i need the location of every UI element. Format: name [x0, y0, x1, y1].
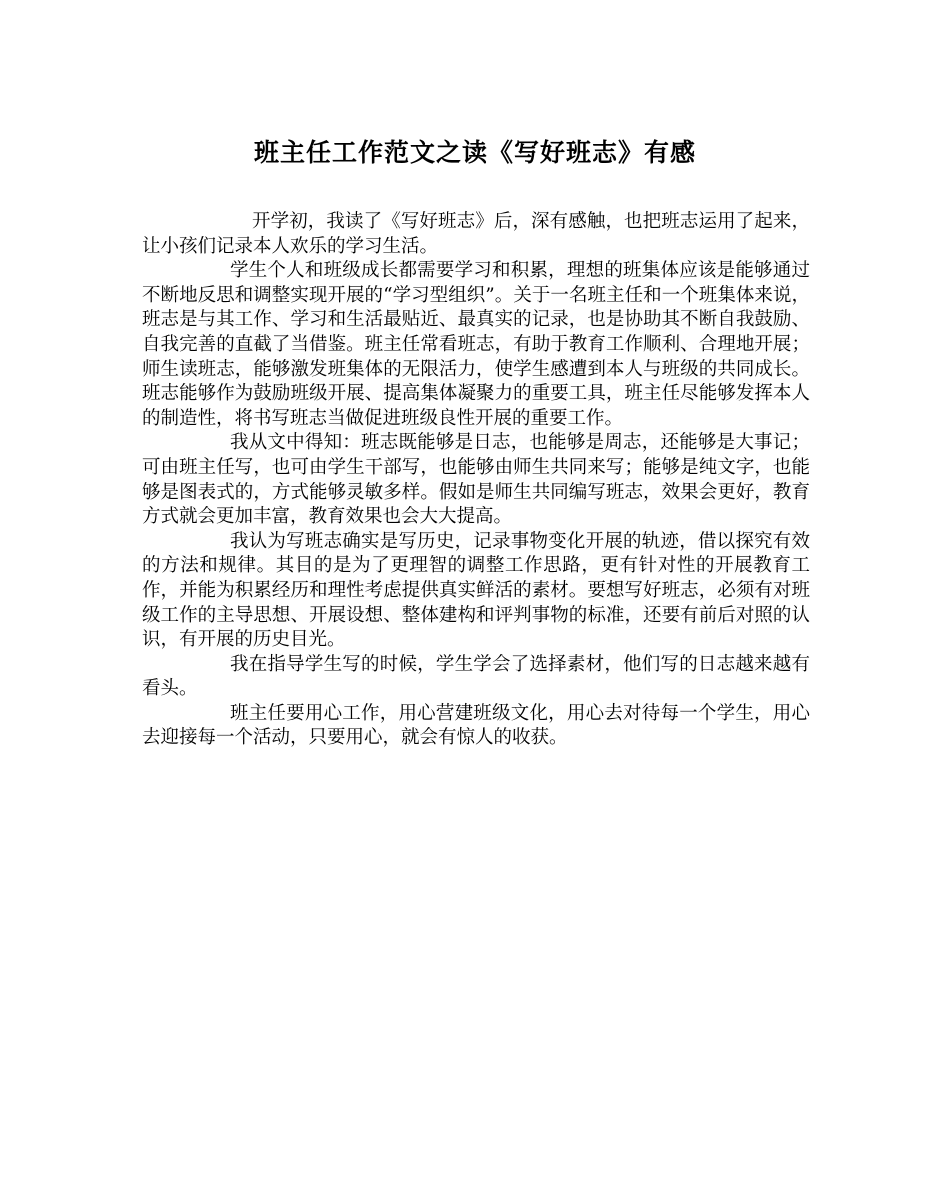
- document-body: [142, 210, 810, 751]
- paragraph-2: 学生个人和班级成长都需要学习和积累，理想的班集体应该是能够通过不断地反思和调整实现开展的“学习型组织”。关于一名班主任和一个班集体来说，班志是与其工作、学习和生活最贴近、最真实的记录，也是协助其不断自我鼓励、自我完善的直截了当借鉴。班主任常看班志，有助于教育工作顺利、合理地开展；师生读班志，能够激发班集体的无限活力，使学生感遭到本人与班级的共同成长。班志能够作为鼓励班级开展、提高集体凝聚力的重要工具，班主任尽能够发挥本人的制造性，将书写班志当做促进班级良性开展的重要工作。: [142, 260, 810, 429]
- paragraph-4: 我认为写班志确实是写历史，记录事物变化开展的轨迹，借以探究有效的方法和规律。其目的是为了更理智的调整工作思路，更有针对性的开展教育工作，并能为积累经历和理性考虑提供真实鲜活的素材。要想写好班志，必须有对班级工作的主导思想、开展设想、整体建构和评判事物的标准，还要有前后对照的认识，有开展的历史目光。: [142, 530, 810, 651]
- document-title: 班主任工作范文之读《写好班志》有感: [253, 138, 696, 167]
- paragraph-3: 我从文中得知：班志既能够是日志，也能够是周志，还能够是大事记；可由班主任写，也可由学生干部写，也能够由师生共同来写；能够是纯文字，也能够是图表式的，方式能够灵敏多样。假如是师生共同编写班志，效果会更好，教育方式就会更加丰富，教育效果也会大大提高。: [142, 432, 810, 528]
- paragraph-1: 开学初，我读了《写好班志》后，深有感触，也把班志运用了起来，让小孩们记录本人欢乐的学习生活。: [142, 211, 810, 257]
- paragraph-6: 班主任要用心工作，用心营建班级文化，用心去对待每一个学生，用心去迎接每一个活动，只要用心，就会有惊人的收获。: [142, 702, 810, 749]
- paragraph-5: 我在指导学生写的时候，学生学会了选择素材，他们写的日志越来越有看头。: [142, 653, 810, 700]
